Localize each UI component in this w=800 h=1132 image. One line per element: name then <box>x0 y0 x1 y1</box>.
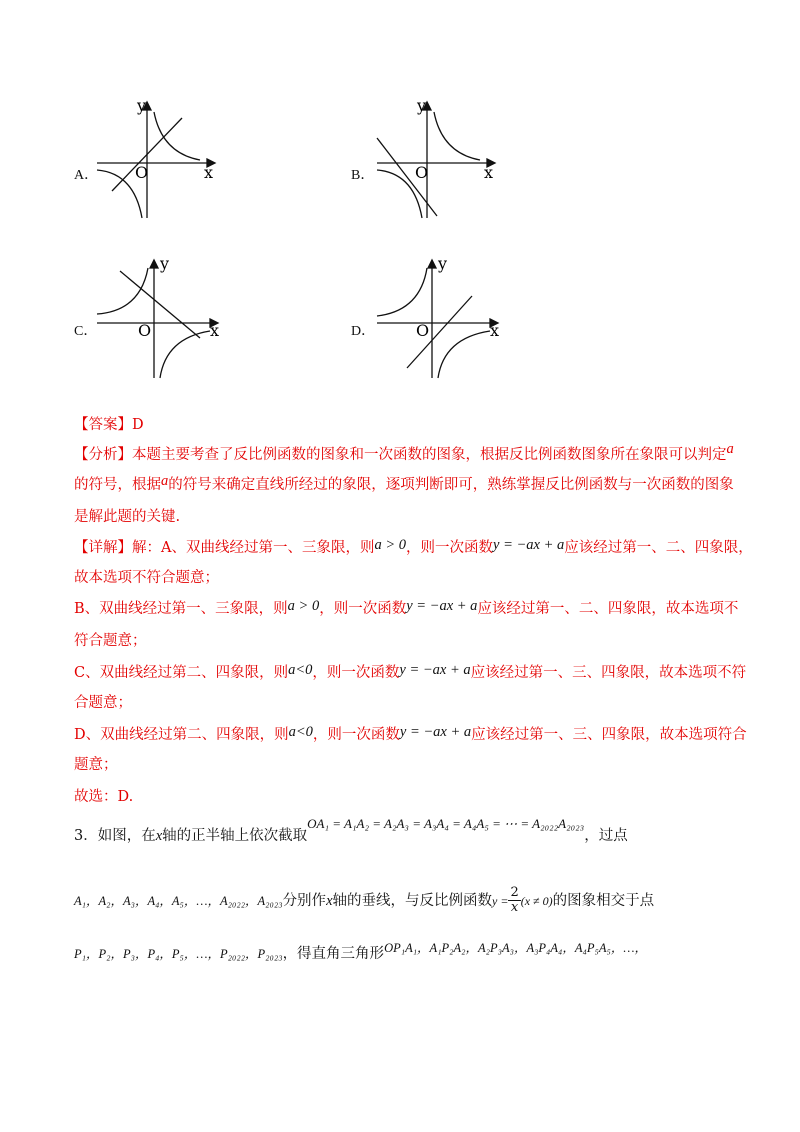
origin-label: O <box>138 321 152 340</box>
graph-a <box>92 98 217 223</box>
graph-d <box>372 256 502 381</box>
problem3-line-1: 3．如图，在x轴的正半轴上依次截取OA₁ = A₁A₂ = A₂A₃ = A₃A₄ = A₄A₅ = ⋯ = A₂₀₂₂A₂₀₂₃，过点 <box>74 816 628 844</box>
origin-label: O <box>135 163 149 182</box>
graph-b <box>372 98 497 223</box>
points-a: A₁，A₂，A₃，A₄，A₅，…，A₂₀₂₂，A₂₀₂₃ <box>74 893 283 908</box>
detail-c-line-2: 合题意； <box>74 695 132 711</box>
problem3-line-2: A₁，A₂，A₃，A₄，A₅，…，A₂₀₂₂，A₂₀₂₃分别作x轴的垂线，与反比例函数y = $\frac{2}{x}$ (x ≠ 0)的图象相交于点 <box>74 885 655 916</box>
detail-c-line-1: C、双曲线经过第二、四象限，则a<0，则一次函数y = −ax + a应该经过第一、三、四象限，故本选项不符 <box>74 662 747 681</box>
axis-y-label: y <box>137 98 147 115</box>
detail-d-line-1: D、双曲线经过第二、四象限，则a<0，则一次函数y = −ax + a应该经过第一、三、四象限，故本选项符合 <box>74 724 747 743</box>
analysis-tag: 【分析】 <box>74 447 132 463</box>
analysis-line-3: 是解此题的关键. <box>74 509 181 525</box>
axis-x-label: x <box>490 321 500 340</box>
answer-line <box>74 417 144 434</box>
points-p: P₁，P₂，P₃，P₄，P₅，…，P₂₀₂₂，P₂₀₂₃ <box>74 947 283 961</box>
answer-value: D <box>132 417 144 433</box>
analysis-line-2: 的符号，根据a的符号来确定直线所经过的象限，逐项判断即可，熟练掌握反比例函数与一次函数的图象 <box>74 473 734 493</box>
option-b-label: B． <box>351 168 375 183</box>
fraction: $\frac{2}{x}$ <box>510 885 519 916</box>
detail-choice: 故选：D. <box>74 789 134 805</box>
option-d-label: D． <box>351 324 376 339</box>
detail-tag: 【详解】 <box>74 540 132 556</box>
answer-tag: 【答案】 <box>74 417 132 433</box>
option-c-label: C． <box>74 324 98 339</box>
detail-d-line-2: 题意； <box>74 757 118 773</box>
problem3-line-3: P₁，P₂，P₃，P₄，P₅，…，P₂₀₂₂，P₂₀₂₃，得直角三角形OP₁A₁，A₁P₂A₂，A₂P₃A₃，A₃P₄A₄，A₄P₅A₅，…， <box>74 941 647 962</box>
detail-b-line-1: B、双曲线经过第一、三象限，则a > 0，则一次函数y = −ax + a应该经过第一、二、四象限，故本选项不 <box>74 598 739 617</box>
axis-y-label: y <box>417 98 427 115</box>
option-a-label: A． <box>74 168 99 183</box>
detail-a-line-1: 【详解】解：A、双曲线经过第一、三象限，则a > 0，则一次函数y = −ax + a应该经过第一、二、四象限， <box>74 537 753 556</box>
axis-y-label: y <box>160 256 170 273</box>
graph-c <box>92 256 222 381</box>
triangle-list: OP₁A₁，A₁P₂A₂，A₂P₃A₃，A₃P₄A₄，A₄P₅A₅，…， <box>384 941 647 955</box>
segment-sequence: OA₁ = A₁A₂ = A₂A₃ = A₃A₄ = A₄A₅ = ⋯ = A₂₀₂₂A₂₀₂₃ <box>307 816 585 831</box>
axis-x-label: x <box>210 321 220 340</box>
detail-b-line-2: 符合题意； <box>74 633 147 649</box>
origin-label: O <box>415 163 429 182</box>
detail-a-line-2: 故本选项不符合题意； <box>74 570 219 586</box>
origin-label: O <box>416 321 430 340</box>
axis-y-label: y <box>438 256 448 273</box>
analysis-line-1: 【分析】本题主要考查了反比例函数的图象和一次函数的图象，根据反比例函数图象所在象限可以判定a <box>74 441 734 463</box>
axis-x-label: x <box>484 163 494 182</box>
axis-x-label: x <box>204 163 214 182</box>
